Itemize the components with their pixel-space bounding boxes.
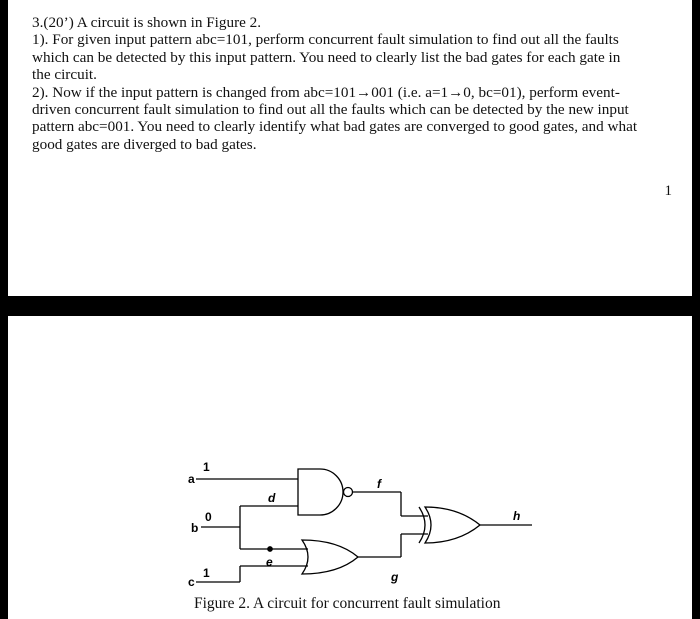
part1-line-3: the circuit. xyxy=(32,66,97,84)
question-heading: 3.(20’) A circuit is shown in Figure 2. xyxy=(32,14,262,31)
label-g: g xyxy=(391,570,399,584)
value-b: 0 xyxy=(205,510,212,524)
label-f: f xyxy=(377,477,381,491)
question-text xyxy=(32,14,680,153)
figure-caption: Figure 2. A circuit for concurrent fault simulation xyxy=(194,595,501,612)
label-e: e xyxy=(266,555,273,569)
nand-bubble xyxy=(344,488,353,497)
label-a: a xyxy=(188,472,195,486)
part2-line-3: pattern abc=001. You need to clearly identify what bad gates are converged to good gates, and what xyxy=(32,118,638,136)
value-a: 1 xyxy=(203,460,210,474)
circuit-diagram xyxy=(8,316,692,619)
part2-line-1: 2). Now if the input pattern is changed from abc=101→001 (i.e. a=1→0, bc=01), perform event- xyxy=(32,83,620,101)
part2-line-2: driven concurrent fault simulation to find out all the faults which can be detected by the new input xyxy=(32,101,629,119)
label-d: d xyxy=(268,491,276,505)
xor-gate xyxy=(425,507,480,543)
label-b: b xyxy=(191,521,199,535)
nand-gate xyxy=(298,469,343,515)
value-c: 1 xyxy=(203,566,210,580)
page-number: 1 xyxy=(664,183,672,199)
figure-panel xyxy=(8,316,692,619)
or-gate xyxy=(302,540,358,574)
xor-extra-curve xyxy=(419,507,425,543)
part1-line-2: which can be detected by this input pattern. You need to clearly list the bad gates for each gate in xyxy=(32,48,621,66)
question-panel xyxy=(8,0,692,296)
label-h: h xyxy=(513,509,521,523)
part2-line-4: good gates are diverged to bad gates. xyxy=(32,135,257,153)
label-c: c xyxy=(188,575,195,589)
part1-line-1: 1). For given input pattern abc=101, perform concurrent fault simulation to find out all the faults xyxy=(32,31,619,49)
